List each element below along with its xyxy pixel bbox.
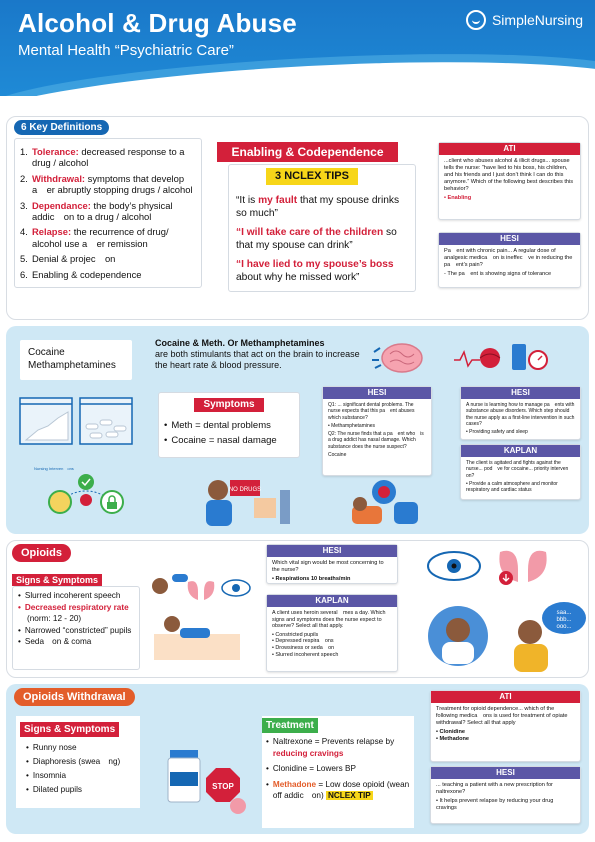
- symptom-item: • Slurred incoherent speech: [18, 590, 140, 602]
- kaplan-card-2: [266, 594, 398, 672]
- page-title: Alcohol & Drug Abuse: [18, 8, 297, 38]
- opioid-effects-illustration: [418, 542, 588, 674]
- opioids-tag: Opioids: [12, 544, 71, 562]
- treatment-item: • Methadone = Low dose opioid (wean off addic on) NCLEX TIP: [266, 779, 412, 802]
- ati-header: ATI: [439, 143, 580, 155]
- hesi-question: ... teaching a patient with a new prescription for naltrexone? • It helps prevent relapse by reducing your drug cravings: [436, 782, 554, 811]
- symptom-item: • Diaphoresis (swea ng): [26, 755, 120, 769]
- symptom-item: • Dilated pupils: [26, 783, 120, 797]
- treatment-item: • Clonidine = Lowers BP: [266, 763, 412, 775]
- kaplan-card-1: [460, 444, 581, 500]
- kaplan-question: A client uses heroin several mes a day. Which signs and symptoms does the nurse expect to observe? Select all that apply. • Constricted pupils • Depressed respira ons • Drowsiness or seda on • Slurred incoherent speech: [272, 610, 386, 658]
- stimulants-description: Cocaine & Meth. Or Methamphetamines are both stimulants that act on the brain to increase the heart rate & blood pressure.: [155, 338, 360, 370]
- medication-illustration: [164, 744, 254, 818]
- stimulants-label-box: [20, 340, 132, 380]
- vial-icon: [170, 750, 198, 758]
- heart-icon: [454, 348, 500, 368]
- kaplan-question: The client is agitated and fights against the nurse... pod ve for cocaine... priority interven on? • Provide a calm atmosphere and monitor respiratory and cardiac status: [466, 460, 574, 494]
- nclex-tips-badge: 3 NCLEX TIPS: [266, 168, 358, 185]
- kaplan-header: KAPLAN: [267, 595, 397, 607]
- nursing-label: Nursing Interven ons: [34, 466, 74, 471]
- lungs-down-icon: [499, 551, 547, 585]
- face-icon: [49, 491, 71, 513]
- hesi-header: HESI: [431, 767, 580, 779]
- symptom-item: • Insomnia: [26, 769, 120, 783]
- header-banner: [0, 0, 595, 96]
- definition-item: 4. Relapse: the recurrence of drug/ alcohol use a er remission: [20, 226, 169, 249]
- withdrawal-tag: Opioids Withdrawal: [14, 688, 135, 706]
- hesi-card-5: [430, 766, 581, 824]
- svg-text:STOP: STOP: [212, 782, 234, 791]
- treatment-item: • Naltrexone = Prevents relapse by reducing cravings: [266, 736, 412, 759]
- hesi-card-2: [322, 386, 432, 476]
- definition-item: 3. Dependance: the body’s physical addic on to a drug / alcohol: [20, 199, 173, 223]
- opioid-symptoms-header: Signs & Symptoms: [12, 574, 102, 586]
- svg-text:saa...: saa...: [556, 610, 572, 616]
- definition-item: 6. Enabling & codependence: [20, 268, 142, 280]
- definition-item: 5. Denial & projec on: [20, 253, 116, 265]
- symptom-item: • Runny nose: [26, 741, 120, 755]
- stop-icon: [206, 768, 240, 802]
- tip-quote-3: “I have lied to my spouse’s boss about why he missed work”: [236, 259, 394, 283]
- shield-icon: [78, 474, 94, 490]
- definition-item: 1. Tolerance: decreased response to a drug / alcohol: [20, 146, 185, 169]
- definitions-tag: 6 Key Definitions: [14, 120, 109, 135]
- svg-text:bbb...: bbb...: [556, 617, 572, 623]
- treatment-list: [266, 736, 412, 802]
- drug-bags-illustration: [18, 396, 136, 446]
- svg-text:ooo...: ooo...: [556, 624, 572, 630]
- hesi-question: A nurse is learning how to manage pa ents with substance abuse disorders. Which step should the nurse apply as a first-line intervention in such cases? • Providing safety and sleep: [466, 402, 575, 436]
- nursing-intervention-icons: [44, 470, 128, 516]
- brand-name: SimpleNursing: [491, 12, 583, 28]
- hesi-question: Which vital sign would be most concerning to the nurse? • Respirations 10 breaths/min: [272, 560, 384, 582]
- opioid-symptoms-list: [18, 590, 140, 648]
- eye-icon: [222, 580, 250, 596]
- hesi-card-4: [266, 544, 398, 584]
- tip-quote-2: “I will take care of the children so that my spouse can drink”: [236, 227, 397, 251]
- constricted-eye-icon: [428, 552, 480, 580]
- smile-icon: [466, 10, 486, 30]
- person-speech-icon: [152, 578, 168, 594]
- hesi-header: HESI: [461, 387, 580, 399]
- speaking-person-icon: [514, 602, 586, 672]
- stimulant-icons: [372, 338, 562, 376]
- sleeping-person-icon: [154, 616, 240, 660]
- ati-question: Treatment for opioid dependence... which of the following medica ons is used for treatment of opiate withdrawal? Select all that apply • Clonidine • Methadone: [436, 706, 568, 742]
- stimulants-label: Cocaine Methamphetamines: [28, 347, 116, 371]
- definition-item: 2. Withdrawal: symptoms that develop a er abruptly stopping drugs / alcohol: [20, 172, 193, 196]
- brand-logo: [466, 10, 583, 30]
- brain-icon: [372, 344, 422, 372]
- symptom-item: • Meth = dental problems: [164, 418, 277, 433]
- symptom-item: • Decreased respiratory rate: [18, 602, 140, 614]
- hesi-questions: Q1: ... significant dental problems. The nurse expects that this pa ent abuses which substance? • Methamphetamines Q2: The nurse finds that a pa ent who is a drug addict has nasal damage. Which substance does the nurse suspect? Cocaine: [328, 402, 424, 459]
- hesi-card-1: [438, 232, 581, 288]
- blood-pressure-icon: [512, 344, 547, 370]
- hesi-header: HESI: [439, 233, 580, 245]
- symptoms-header: Symptoms: [194, 398, 264, 412]
- dentist-patient-illustration: [344, 478, 426, 526]
- withdrawal-symptoms-header: Signs & Symptoms: [20, 722, 119, 737]
- svg-text:NO DRUGS: NO DRUGS: [228, 487, 262, 493]
- hesi-question: Pa ent with chronic pain... A regular dose of analgesic medica on is ineffec ve in reducing the pa ent’s pain? - The pa ent is showing signs of tolerance: [444, 248, 573, 277]
- person-refusing-drugs-illustration: [196, 470, 296, 528]
- symptom-item: • Seda on & coma: [18, 636, 140, 648]
- drowsy-person-icon: [428, 606, 488, 666]
- hesi-card-3: [460, 386, 581, 440]
- tip-quote-1: “It is my fault that my spouse drinks so much”: [236, 195, 400, 219]
- nclex-tip-badge: NCLEX TIP: [327, 791, 371, 800]
- page-subtitle: Mental Health “Psychiatric Care”: [18, 42, 234, 59]
- ati-question: ...client who abuses alcohol & illicit drugs... spouse tells the nurse: “have lied to his boss, his children, and his friends and I just don’t think I can do this anymore.” Which of the following best describes this behavior? • Enabling: [444, 158, 574, 201]
- opioid-symptom-illustrations: [146, 570, 252, 670]
- symptom-item: • Cocaine = nasal damage: [164, 433, 277, 448]
- lungs-icon: [188, 581, 215, 600]
- kaplan-header: KAPLAN: [461, 445, 580, 457]
- treatment-header: Treatment: [262, 718, 318, 733]
- enabling-header: Enabling & Codependence: [217, 142, 398, 162]
- symptom-item: • Narrowed “constricted” pupils: [18, 625, 140, 637]
- hesi-header: HESI: [323, 387, 431, 399]
- ati-header: ATI: [431, 691, 580, 703]
- hesi-header: HESI: [267, 545, 397, 557]
- symptom-note: (norm: 12 - 20): [27, 614, 82, 623]
- ati-card-1: [438, 142, 581, 220]
- definitions-list: [20, 146, 195, 284]
- stimulant-symptoms-list: [164, 418, 277, 448]
- withdrawal-symptoms-list: [26, 741, 120, 797]
- ati-card-2: [430, 690, 581, 762]
